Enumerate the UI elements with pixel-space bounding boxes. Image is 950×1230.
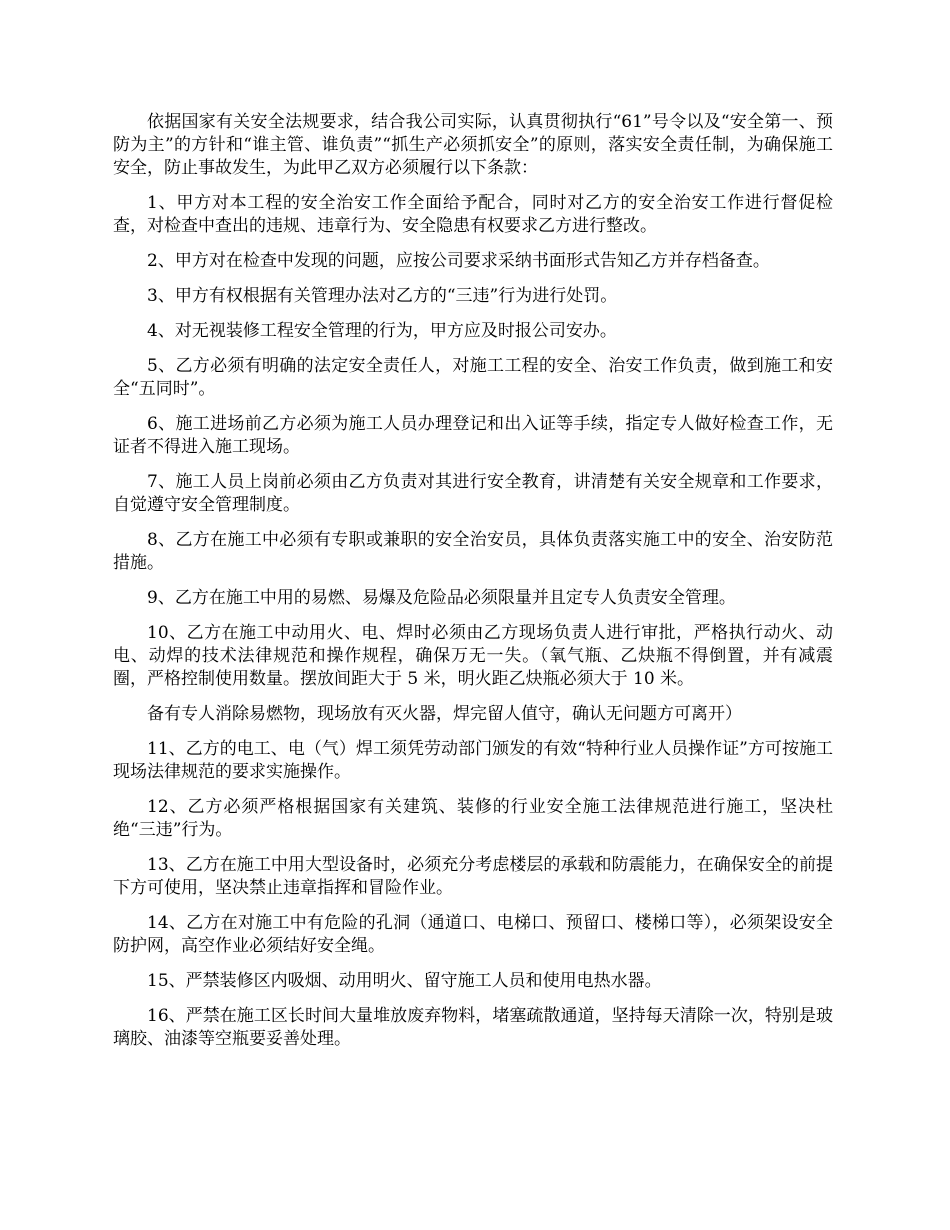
clause-2: 2、甲方对在检查中发现的问题，应按公司要求采纳书面形式告知乙方并存档备查。 bbox=[147, 251, 770, 271]
document-body bbox=[113, 111, 833, 1063]
clause-12: 12、乙方必须严格根据国家有关建筑、装修的行业安全施工法律规范进行施工，坚决杜绝“三违”行为。 bbox=[113, 797, 833, 840]
clause-10: 10、乙方在施工中动用火、电、焊时必须由乙方现场负责人进行审批，严格执行动火、动电、动焊的技术法律规范和操作规程，确保万无一失。（氧气瓶、乙炔瓶不得倒置，并有减震圈，严格控制使用数量。摆放间距大于 5 米，明火距乙炔瓶必须大于 10 米。 bbox=[113, 623, 833, 689]
clause-8: 8、乙方在施工中必须有专职或兼职的安全治安员，具体负责落实施工中的安全、治安防范措施。 bbox=[113, 530, 833, 573]
clause-4: 4、对无视装修工程安全管理的行为，甲方应及时报公司安办。 bbox=[147, 321, 617, 341]
clause-13: 13、乙方在施工中用大型设备时，必须充分考虑楼层的承载和防震能力，在确保安全的前提下方可使用，坚决禁止违章指挥和冒险作业。 bbox=[113, 855, 833, 898]
clause-16: 16、严禁在施工区长时间大量堆放废弃物料，堵塞疏散通道，坚持每天清除一次，特别是玻璃胶、油漆等空瓶要妥善处理。 bbox=[113, 1006, 833, 1049]
clause-10-continued: 备有专人消除易燃物，现场放有灭火器，焊完留人值守，确认无问题方可离开） bbox=[147, 704, 742, 724]
clause-7: 7、施工人员上岗前必须由乙方负责对其进行安全教育，讲清楚有关安全规章和工作要求，自觉遵守安全管理制度。 bbox=[113, 472, 833, 515]
clause-5: 5、乙方必须有明确的法定安全责任人，对施工工程的安全、治安工作负责，做到施工和安全“五同时”。 bbox=[113, 356, 833, 399]
clause-3: 3、甲方有权根据有关管理办法对乙方的“三违”行为进行处罚。 bbox=[147, 286, 618, 306]
clause-9: 9、乙方在施工中用的易燃、易爆及危险品必须限量并且定专人负责安全管理。 bbox=[147, 588, 736, 608]
clause-1: 1、甲方对本工程的安全治安工作全面给予配合，同时对乙方的安全治安工作进行督促检查，对检查中查出的违规、违章行为、安全隐患有权要求乙方进行整改。 bbox=[113, 193, 833, 236]
clause-6: 6、施工进场前乙方必须为施工人员办理登记和出入证等手续，指定专人做好检查工作，无证者不得进入施工现场。 bbox=[113, 414, 833, 457]
clause-15: 15、严禁装修区内吸烟、动用明火、留守施工人员和使用电热水器。 bbox=[147, 971, 662, 991]
intro-paragraph: 依据国家有关安全法规要求，结合我公司实际，认真贯彻执行“61”号令以及“安全第一、预防为主”的方针和“谁主管、谁负责”“抓生产必须抓安全”的原则，落实安全责任制，为确保施工安全，防止事故发生，为此甲乙双方必须履行以下条款： bbox=[113, 112, 833, 178]
clause-14: 14、乙方在对施工中有危险的孔洞（通道口、电梯口、预留口、楼梯口等），必须架设安全防护网，高空作业必须结好安全绳。 bbox=[113, 913, 833, 956]
clause-11: 11、乙方的电工、电（气）焊工须凭劳动部门颁发的有效“特种行业人员操作证”方可按施工现场法律规范的要求实施操作。 bbox=[113, 739, 833, 782]
